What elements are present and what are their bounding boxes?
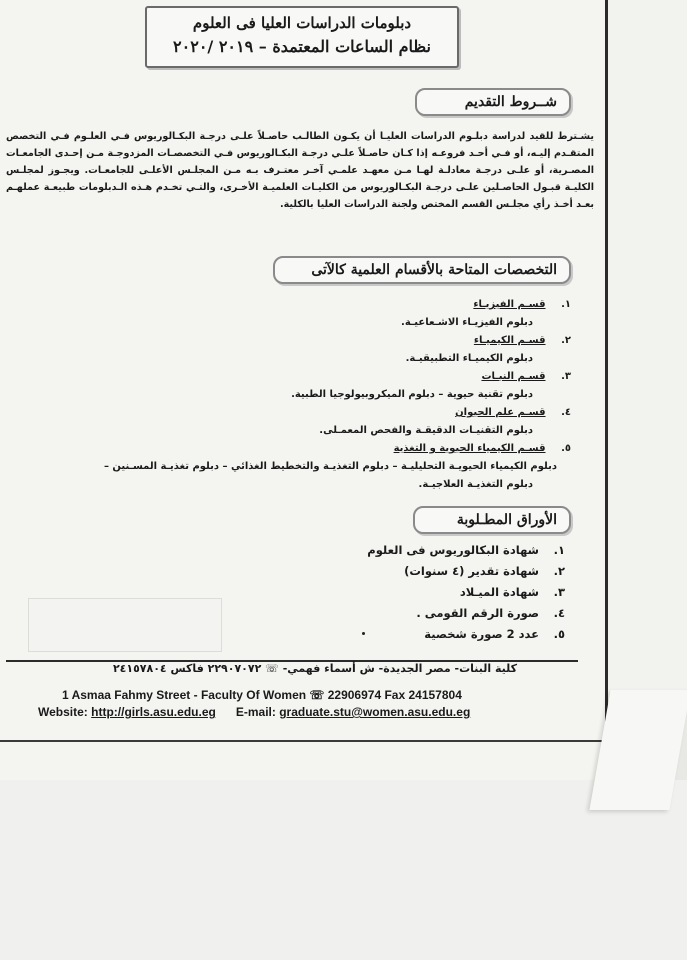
department-item: ٢. قسـم الكيميـاء [473,335,571,346]
department-item: ٤. قسـم علم الحيوان [455,407,571,418]
website-label: Website: [38,705,88,719]
department-name: قسـم الفيزيـاء [473,299,546,310]
ink-dot [362,632,365,635]
department-item: ٥. قسـم الكيمياء الحيوية و التغذية [393,443,571,454]
diploma-item: دبلوم الفيزيـاء الاشـعاعيـة. [401,317,533,328]
specializations-title: التخصصات المتاحة بالأقسام العلمية كالآتى [273,256,571,284]
email-link[interactable]: graduate.stu@women.asu.edu.eg [279,705,471,719]
header-subtitle: نظام الساعات المعتمدة – ٢٠١٩ /٢٠٢٠ [173,37,431,56]
footer-arabic-address: كلية البنات- مصر الجديدة- ش أسماء فهمي- ☏ ٢٢٩٠٧٠٧٢ فاكس ٢٤١٥٧٨٠٤ [112,662,518,675]
document-item: ٥. عدد 2 صورة شخصية [424,627,565,641]
admission-text: يشـترط للقيد لدراسة دبلـوم الدراسات العليـا أن يكـون الطالـب حاصـلاً علـى درجـة البكـالوريوس فـي العلـوم فـي التخصص المتقـدم إليـه، أو فـي أحـد فروعـه إذا كـان حاصـلاً علـي درجـة البكـالوريوس فـي التخصصـات المزدوجـة مـن إحـدى الجامعـات المصـرية، أو علـى درجـة معادلـة لهـا مـن معهـد علمـي آخـر معتـرف بـه مـن المجلـس الأعلـى للجامعـات. ويجـوز لمجلـس الكليـة قبـول الحاصـلين علـى درجـة البكـالوريوس من الكليـات العلميـة الأخـرى، والتـي تخـدم هـذه الـدبلومات طبيعـة عملهـم بعـد أخـذ رأي مجلـس القسم المختص ولجنة الدراسات العليا بالكلية. [6,131,594,210]
whiteout-patch [28,598,222,652]
admission-title: شــروط التقديم [415,88,571,116]
diploma-item: دبلوم التغذيـة العلاجيـة. [418,479,533,490]
website-link[interactable]: http://girls.asu.edu.eg [91,705,216,719]
background-paper [608,0,687,700]
header-box [145,6,459,68]
diploma-item: دبلوم الكيميـاء التطبيقيـة. [405,353,533,364]
diploma-item: دبلوم التقنيـات الدقيقـة والفحص المعمـلى. [319,425,533,436]
email-label: E-mail: [235,705,276,719]
lower-paper [0,780,687,960]
department-name: قسـم الكيميـاء [473,335,546,346]
department-item: ١. قسـم الفيزيـاء [473,299,571,310]
document-item: ٣. شهادة الميـلاد [459,585,565,599]
documents-list [367,540,565,645]
department-item: ٣. قسـم النبـات [481,371,571,382]
department-name: قسـم الكيمياء الحيوية و التغذية [393,443,546,454]
header-title: دبلومات الدراسات العليا فى العلوم [192,14,412,32]
documents-title: الأوراق المطـلوبة [413,506,571,534]
document-item: ١. شهادة البكالوريوس فى العلوم [367,543,565,557]
footer-english-address: 1 Asmaa Fahmy Street - Faculty Of Women ☏ 22906974 Fax 24157804 [62,688,462,702]
document-item: ٤. صورة الرقم القومى . [416,606,565,620]
diploma-item: دبلوم الكيمياء الحيويـة التحليليـة – دبلوم التغذيـة والتخطيط الغذائي – دبلوم تغذيـة المسـنين – [103,461,557,472]
bottom-border [0,740,605,742]
departments-list [104,296,571,494]
department-name: قسـم النبـات [481,371,546,382]
department-name: قسـم علم الحيوان [455,407,546,418]
diploma-item: دبلوم تقنية حيوية – دبلوم الميكروبيولوجيا الطبية. [291,389,533,400]
document-item: ٢. شهادة تقدير (٤ سنوات) [404,564,565,578]
footer-contact [38,705,470,719]
